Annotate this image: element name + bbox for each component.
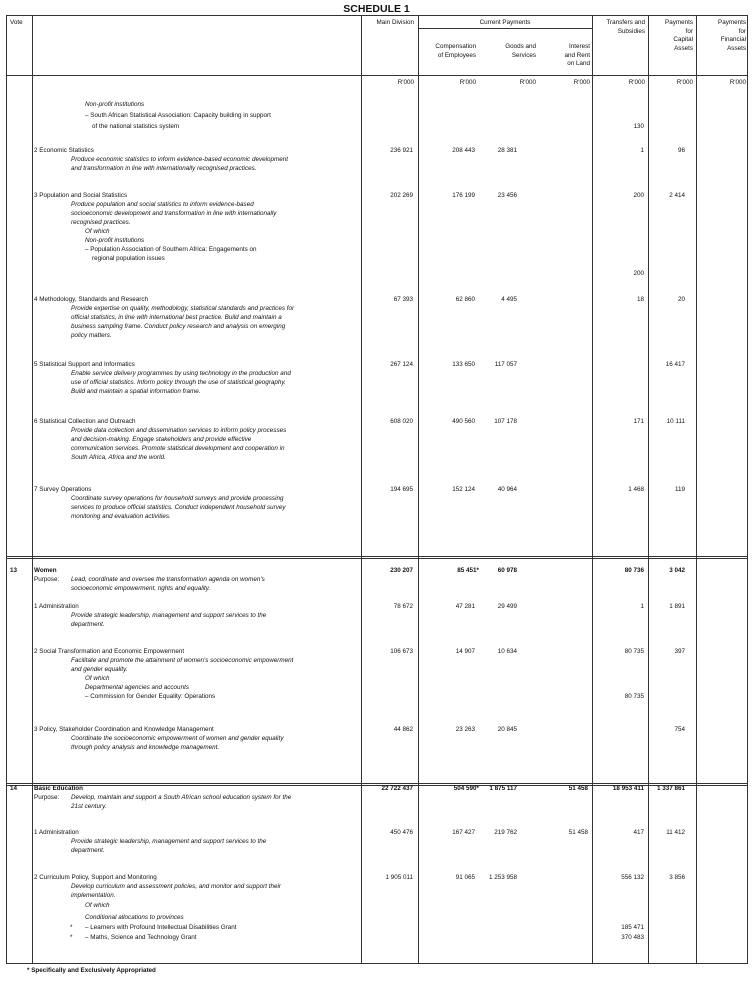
main-division-value: 106 673 bbox=[390, 648, 413, 655]
programme-desc: department. bbox=[71, 621, 105, 628]
vote-total-capital: 3 042 bbox=[669, 567, 685, 574]
vote-total-interest: 51 458 bbox=[568, 785, 588, 792]
compensation-value: 167 427 bbox=[452, 829, 475, 836]
capital-value: 16 417 bbox=[665, 361, 685, 368]
dept-agencies-label: Departmental agencies and accounts bbox=[85, 684, 189, 691]
goods-value: 20 845 bbox=[497, 726, 517, 733]
unit-label: R'000 bbox=[676, 79, 693, 86]
programme-title: 2 Economic Statistics bbox=[34, 147, 94, 154]
programme-desc: business sampling frame. Conduct policy research and analysis on emerging bbox=[71, 323, 286, 330]
pasa-transfer: 200 bbox=[633, 270, 644, 277]
header-transfers: Transfers and Subsidies bbox=[606, 19, 645, 35]
programme-desc: services to produce official statistics. Conduct independent household survey bbox=[71, 504, 286, 511]
programme-desc: Produce population and social statistics to inform evidence-based bbox=[71, 201, 254, 208]
vote-number: 14 bbox=[10, 785, 18, 792]
npi-label: Non-profit institutions bbox=[85, 237, 145, 244]
transfers-value: 200 bbox=[633, 192, 644, 199]
goods-value: 117 057 bbox=[494, 361, 517, 368]
programme-desc: socioeconomic development and transformation in line with internationally bbox=[71, 210, 277, 217]
schedule-title: SCHEDULE 1 bbox=[343, 3, 410, 15]
main-division-value: 78 672 bbox=[393, 603, 413, 610]
programme-desc: monitoring and evaluation activities. bbox=[71, 513, 171, 520]
grant-transfer: 185 471 bbox=[621, 924, 644, 931]
cge-transfer: 80 735 bbox=[624, 693, 644, 700]
main-division-value: 44 862 bbox=[393, 726, 413, 733]
transfers-value: 1 bbox=[640, 147, 644, 154]
programme-desc: official statistics, in line with international best practice. Build and maintain a bbox=[71, 314, 282, 321]
purpose-text: 21st century. bbox=[71, 803, 107, 810]
of-which-label: Of which bbox=[85, 675, 110, 682]
transfers-value: 1 bbox=[640, 603, 644, 610]
compensation-value: 62 860 bbox=[455, 296, 475, 303]
programme-desc: Coordinate the socioeconomic empowerment of women and gender equality bbox=[71, 735, 284, 742]
goods-value: 4 495 bbox=[501, 296, 517, 303]
cge-line: – Commission for Gender Equality: Operations bbox=[85, 693, 216, 700]
conditional-allocations-label: Conditional allocations to provinces bbox=[85, 914, 184, 921]
vote-total-main: 22 722 437 bbox=[381, 785, 413, 792]
purpose-text: socioeconomic empowerment, rights and equality. bbox=[71, 585, 211, 592]
programme-desc: use of official statistics. Inform policy through the use of statistical geography. bbox=[71, 379, 286, 386]
capital-value: 397 bbox=[674, 648, 685, 655]
sasa-line: of the national statistics system bbox=[92, 123, 180, 130]
programme-desc: and transformation in line with internationally recognised practices. bbox=[71, 165, 257, 172]
interest-value: 51 458 bbox=[568, 829, 588, 836]
capital-value: 754 bbox=[674, 726, 685, 733]
unit-label: R'000 bbox=[628, 79, 645, 86]
programme-desc: implementation. bbox=[71, 892, 116, 899]
goods-value: 29 499 bbox=[497, 603, 517, 610]
vote-total-main: 230 207 bbox=[390, 567, 413, 574]
programme-title: 6 Statistical Collection and Outreach bbox=[34, 418, 136, 425]
programme-title: 1 Administration bbox=[34, 829, 79, 836]
capital-value: 119 bbox=[674, 486, 685, 493]
main-division-value: 202 269 bbox=[390, 192, 413, 199]
header-interest-rent: Interest and Rent on Land bbox=[564, 43, 590, 67]
current-payments-divider bbox=[418, 28, 592, 29]
pasa-line: – Population Association of Southern Africa: Engagements on bbox=[85, 246, 257, 253]
header-divider bbox=[7, 75, 747, 76]
compensation-value: 47 281 bbox=[455, 603, 475, 610]
programme-desc: Provide expertise on quality, methodology, statistical standards and practices for bbox=[71, 305, 295, 312]
programme-desc: Produce economic statistics to inform evidence-based economic development bbox=[71, 156, 289, 163]
programme-desc: Facilitate and promote the attainment of women's socioeconomic empowerment bbox=[71, 657, 294, 664]
programme-desc: Provide strategic leadership, management and support services to the bbox=[71, 838, 267, 845]
transfers-value: 556 132 bbox=[621, 874, 644, 881]
programme-desc: Build and maintain a spatial information frame. bbox=[71, 388, 201, 395]
capital-value: 96 bbox=[677, 147, 685, 154]
vote-name: Basic Education bbox=[34, 785, 83, 792]
programme-desc: recognised practices. bbox=[71, 219, 131, 226]
vote-total-compensation: 85 451* bbox=[457, 567, 479, 574]
compensation-value: 91 065 bbox=[455, 874, 475, 881]
programme-desc: and gender equality. bbox=[71, 666, 128, 673]
purpose-label: Purpose: bbox=[34, 794, 60, 801]
appropriation-table bbox=[6, 15, 748, 964]
col-divider bbox=[32, 16, 33, 963]
transfers-value: 417 bbox=[633, 829, 644, 836]
programme-desc: Provide data collection and dissemination services to inform policy processes bbox=[71, 427, 287, 434]
of-which-label: Of which bbox=[85, 228, 110, 235]
vote-total-goods: 60 978 bbox=[497, 567, 517, 574]
pasa-line: regional population issues bbox=[92, 255, 165, 262]
programme-title: 4 Methodology, Standards and Research bbox=[34, 296, 148, 303]
of-which-label: Of which bbox=[85, 902, 110, 909]
grant-line: – Maths, Science and Technology Grant bbox=[85, 934, 197, 941]
programme-desc: department. bbox=[71, 847, 105, 854]
vote-name: Women bbox=[34, 567, 57, 574]
unit-label: R'000 bbox=[397, 79, 414, 86]
main-division-value: 1 905 011 bbox=[385, 874, 413, 881]
capital-value: 2 414 bbox=[669, 192, 685, 199]
main-division-value: 267 124 bbox=[390, 361, 413, 368]
capital-value: 10 111 bbox=[666, 418, 685, 425]
purpose-label: Purpose: bbox=[34, 576, 60, 583]
npi-label: Non-profit institutions bbox=[85, 101, 145, 108]
goods-value: 219 762 bbox=[494, 829, 517, 836]
compensation-value: 23 263 bbox=[455, 726, 475, 733]
appropriated-marker: * bbox=[70, 924, 73, 931]
programme-desc: policy matters. bbox=[71, 332, 112, 339]
goods-value: 1 253 958 bbox=[488, 874, 517, 881]
header-financial-assets: Payments for Financial Assets bbox=[718, 19, 746, 52]
programme-title: 1 Administration bbox=[34, 603, 79, 610]
header-current-payments: Current Payments bbox=[479, 19, 531, 26]
compensation-value: 208 443 bbox=[452, 147, 475, 154]
header-main-division: Main Division bbox=[376, 19, 414, 26]
programme-title: 3 Population and Social Statistics bbox=[34, 192, 128, 199]
programme-title: 3 Policy, Stakeholder Coordination and Knowledge Management bbox=[34, 726, 214, 733]
goods-value: 40 964 bbox=[497, 486, 517, 493]
transfers-value: 1 468 bbox=[628, 486, 644, 493]
unit-label: R'000 bbox=[729, 79, 746, 86]
programme-desc: Enable service delivery programmes by using technology in the production and bbox=[71, 370, 291, 377]
vote-divider bbox=[7, 556, 747, 557]
goods-value: 10 634 bbox=[497, 648, 517, 655]
header-goods-services: Goods and Services bbox=[505, 43, 536, 59]
transfers-value: 18 bbox=[636, 296, 644, 303]
purpose-text: Develop, maintain and support a South African school education system for the bbox=[71, 794, 292, 801]
main-division-value: 194 695 bbox=[390, 486, 413, 493]
purpose-text: Lead, coordinate and oversee the transformation agenda on women's bbox=[71, 576, 265, 583]
vote-total-transfers: 18 953 411 bbox=[612, 785, 644, 792]
compensation-value: 133 650 bbox=[452, 361, 475, 368]
grant-line: – Learners with Profound Intellectual Disabilities Grant bbox=[85, 924, 237, 931]
programme-desc: communication services. Promote statistical development and cooperation in bbox=[71, 445, 285, 452]
unit-label: R'000 bbox=[459, 79, 476, 86]
vote-total-transfers: 80 736 bbox=[624, 567, 644, 574]
programme-title: 7 Survey Operations bbox=[34, 486, 92, 493]
unit-label: R'000 bbox=[519, 79, 536, 86]
goods-value: 23 456 bbox=[497, 192, 517, 199]
header-capital-assets: Payments for Capital Assets bbox=[665, 19, 693, 52]
programme-desc: Provide strategic leadership, management and support services to the bbox=[71, 612, 267, 619]
vote-total-compensation: 504 590* bbox=[453, 785, 479, 792]
programme-title: 2 Curriculum Policy, Support and Monitoring bbox=[34, 874, 157, 881]
footnote: * Specifically and Exclusively Appropriated bbox=[27, 967, 156, 974]
sasa-line: – South African Statistical Association: Capacity building in support bbox=[85, 112, 271, 119]
col-divider bbox=[696, 16, 697, 963]
compensation-value: 490 560 bbox=[452, 418, 475, 425]
programme-desc: Develop curriculum and assessment policies, and monitor and support their bbox=[71, 883, 282, 890]
sasa-transfer: 130 bbox=[633, 123, 644, 130]
vote-total-goods: 1 875 117 bbox=[489, 785, 517, 792]
main-division-value: 67 393 bbox=[393, 296, 413, 303]
programme-desc: South Africa, Africa and the world. bbox=[71, 454, 166, 461]
vote-total-capital: 1 337 861 bbox=[656, 785, 685, 792]
main-division-value: 608 020 bbox=[390, 418, 413, 425]
capital-value: 1 891 bbox=[669, 603, 685, 610]
programme-desc: Coordinate survey operations for household surveys and provide processing bbox=[71, 495, 284, 502]
main-division-value: 236 921 bbox=[390, 147, 413, 154]
goods-value: 28 381 bbox=[497, 147, 517, 154]
appropriated-marker: * bbox=[70, 934, 73, 941]
vote-divider bbox=[7, 783, 747, 784]
programme-title: 5 Statistical Support and Informatics bbox=[34, 361, 135, 368]
capital-value: 11 412 bbox=[666, 829, 685, 836]
programme-desc: through policy analysis and knowledge management. bbox=[71, 744, 220, 751]
unit-label: R'000 bbox=[573, 79, 590, 86]
capital-value: 3 856 bbox=[669, 874, 685, 881]
compensation-value: 152 124 bbox=[452, 486, 475, 493]
transfers-value: 80 735 bbox=[624, 648, 644, 655]
compensation-value: 14 907 bbox=[455, 648, 475, 655]
vote-number: 13 bbox=[10, 567, 18, 574]
transfers-value: 171 bbox=[633, 418, 644, 425]
capital-value: 20 bbox=[677, 296, 685, 303]
main-division-value: 450 476 bbox=[390, 829, 413, 836]
programme-title: 2 Social Transformation and Economic Empowerment bbox=[34, 648, 185, 655]
compensation-value: 176 199 bbox=[452, 192, 475, 199]
programme-desc: and decision-making. Engage stakeholders and provide effective bbox=[71, 436, 252, 443]
header-vote: Vote bbox=[10, 19, 23, 26]
header-compensation: Compensation of Employees bbox=[435, 43, 476, 59]
vote-divider bbox=[7, 558, 747, 559]
goods-value: 107 178 bbox=[494, 418, 517, 425]
grant-transfer: 370 483 bbox=[621, 934, 644, 941]
